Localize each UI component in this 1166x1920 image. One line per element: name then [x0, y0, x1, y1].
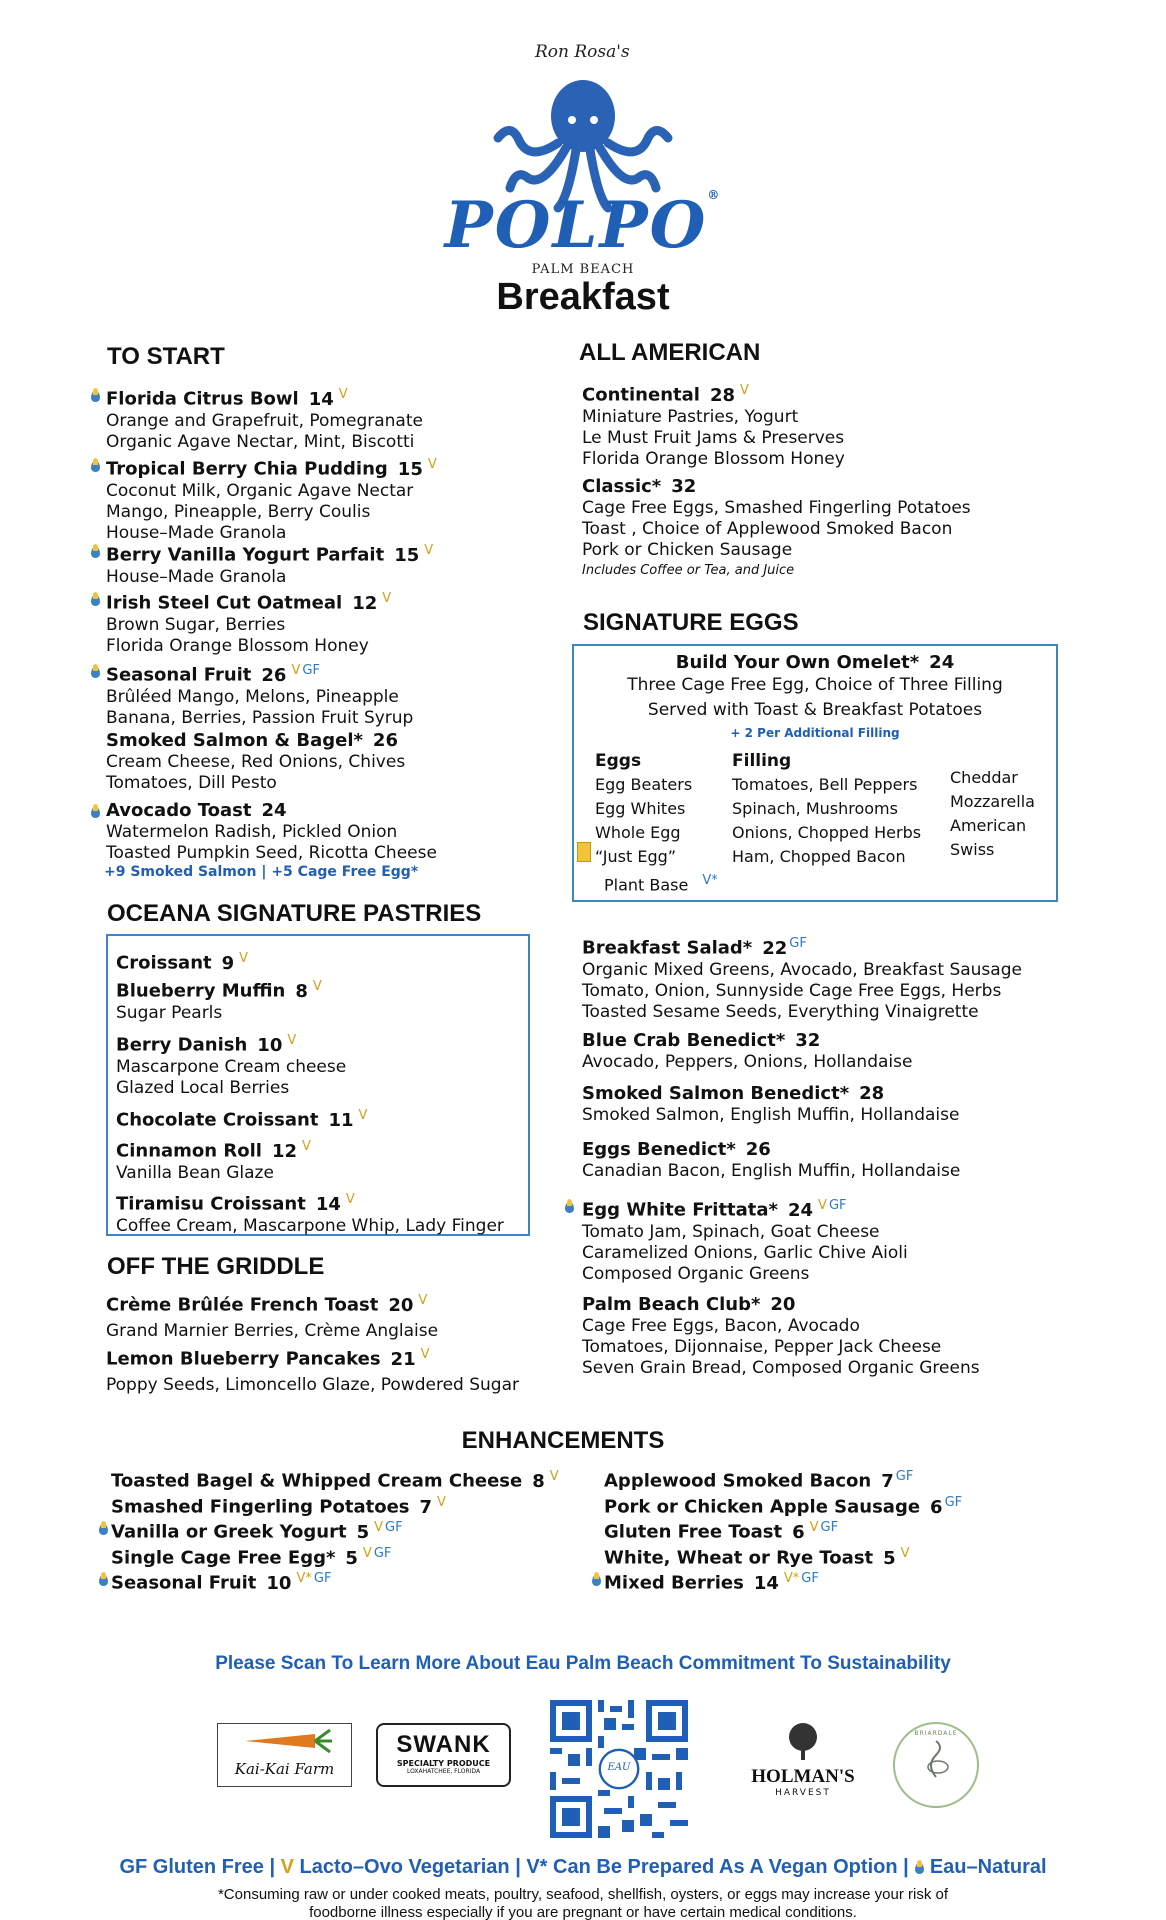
briardale-logo [893, 1722, 979, 1808]
includes-note: Includes Coffee or Tea, and Juice [582, 563, 795, 578]
item-description: Florida Orange Blossom Honey [106, 635, 369, 656]
item-title-line [582, 1139, 960, 1161]
signature-egg-item [582, 1195, 908, 1285]
legend-vegan-text: Can Be Prepared As A Vegan Option [553, 1856, 898, 1878]
cheese-option: Swiss [950, 840, 995, 859]
kai-kai-text: Kai-Kai Farm [234, 1760, 335, 1778]
item-price: 10 [257, 1034, 283, 1056]
eau-natural-drop-icon [90, 458, 100, 473]
item-description: Tomato, Onion, Sunnyside Cage Free Eggs, Herbs [582, 980, 1002, 1001]
item-price: 14 [308, 388, 334, 410]
item-description: Glazed Local Berries [116, 1077, 290, 1098]
legend-vegan-key: V* [526, 1856, 548, 1878]
item-name: Blueberry Muffin [116, 980, 286, 1002]
item-price: 26 [745, 1139, 771, 1160]
item-title-line [106, 384, 423, 411]
pastry-item [116, 976, 322, 1024]
griddle-item [106, 1344, 519, 1396]
enhancement-price: 7 [419, 1496, 433, 1518]
eau-natural-drop-icon [90, 592, 100, 607]
gluten-free-tag: GF [944, 1495, 963, 1510]
eau-natural-drop-icon [914, 1860, 924, 1875]
filling-option: Ham, Chopped Bacon [732, 847, 906, 866]
vegetarian-tag: V [818, 1198, 827, 1213]
to-start-item [106, 730, 405, 794]
item-description: Banana, Berries, Passion Fruit Syrup [106, 707, 414, 728]
header [0, 40, 1166, 320]
item-description: Orange and Grapefruit, Pomegranate [106, 410, 423, 431]
cheese-option: American [950, 816, 1027, 835]
filling-option: Onions, Chopped Herbs [732, 823, 922, 842]
item-price: 9 [221, 952, 235, 974]
item-price: 21 [390, 1348, 416, 1370]
vegetarian-tag: V [427, 457, 437, 472]
enhancement-item [111, 1466, 559, 1493]
item-description: Toasted Sesame Seeds, Everything Vinaigrette [582, 1001, 979, 1022]
legend-v-text: Lacto–Ovo Vegetarian [299, 1856, 510, 1878]
item-name: Tropical Berry Chia Pudding [106, 458, 388, 480]
enhancement-item [604, 1492, 962, 1519]
to-start-item [106, 540, 433, 588]
signature-egg-item [582, 1030, 912, 1073]
item-description: Organic Mixed Greens, Avocado, Breakfast Sausage [582, 959, 1022, 980]
to-start-addon-note: +9 Smoked Salmon | +5 Cage Free Egg* [104, 864, 419, 880]
gluten-free-tag: GF [801, 1571, 819, 1586]
gluten-free-tag: GF [313, 1571, 332, 1586]
enhancement-price: 5 [345, 1547, 358, 1569]
omelet-line1: Three Cage Free Egg, Choice of Three Filling [627, 675, 1003, 695]
omelet-price: 24 [929, 652, 955, 673]
gluten-free-tag: GF [385, 1520, 403, 1535]
item-title-line [106, 660, 413, 687]
enhancement-price: 10 [266, 1572, 292, 1594]
vegetarian-tag: V [338, 387, 348, 402]
gluten-free-tag: GF [820, 1520, 839, 1535]
omelet-cheese-col [950, 766, 1035, 862]
all-american-item [582, 380, 845, 470]
kai-kai-farm-logo [217, 1723, 352, 1787]
item-price: 15 [394, 544, 420, 566]
ron-rosas-script: Ron Rosa's [535, 42, 630, 62]
item-name: Cinnamon Roll [116, 1140, 262, 1162]
item-description: Coconut Milk, Organic Agave Nectar [106, 480, 414, 501]
to-start-heading: TO START [107, 343, 225, 370]
enhancement-name: Applewood Smoked Bacon [604, 1470, 872, 1492]
enhancement-price: 6 [792, 1521, 805, 1543]
enhancement-item [111, 1492, 446, 1519]
enhancement-name: Single Cage Free Egg* [111, 1547, 336, 1569]
item-description: Smoked Salmon, English Muffin, Hollandaise [582, 1105, 960, 1125]
enhancement-item [604, 1568, 819, 1595]
item-price: 11 [328, 1109, 354, 1131]
item-name: Lemon Blueberry Pancakes [106, 1348, 381, 1370]
item-title-line [582, 1195, 908, 1222]
egg-option: Whole Egg [595, 823, 681, 842]
sustainability-qr-code[interactable] [550, 1700, 688, 1838]
enhancement-item [111, 1517, 403, 1544]
sustainability-scan-text: Please Scan To Learn More About Eau Palm Beach Commitment To Sustainability [215, 1653, 951, 1674]
vegetarian-tag: V [302, 1139, 311, 1154]
item-title-line [106, 1344, 519, 1371]
item-description: Seven Grain Bread, Composed Organic Greens [582, 1358, 980, 1378]
eau-natural-drop-icon [90, 804, 100, 819]
vegetarian-tag: V [291, 663, 301, 678]
to-start-item [106, 800, 437, 864]
item-description: Mascarpone Cream cheese [116, 1056, 347, 1077]
item-title-line [582, 476, 971, 498]
item-price: 32 [795, 1030, 821, 1051]
vegetarian-tag: V [374, 1520, 384, 1535]
item-name: Seasonal Fruit [106, 664, 252, 686]
item-price: 24 [261, 800, 287, 821]
holmans-sub-text: HARVEST [775, 1788, 831, 1798]
signature-egg-item [582, 933, 1022, 1023]
signature-egg-item [582, 1139, 960, 1182]
pastry-item [116, 948, 248, 975]
briardale-text: BRIARDALE [914, 1730, 958, 1737]
item-description: Toast , Choice of Applewood Smoked Bacon [582, 519, 953, 539]
item-price: 28 [709, 384, 735, 406]
item-title-line [582, 933, 1022, 960]
vegetarian-tag: V [312, 979, 322, 994]
eggs-label: Eggs [595, 751, 642, 771]
item-description: Cage Free Eggs, Bacon, Avocado [582, 1316, 860, 1336]
item-description: Coffee Cream, Mascarpone Whip, Lady Finger [116, 1215, 504, 1236]
omelet-extra-note: + 2 Per Additional Filling [730, 726, 900, 740]
swank-location-text: LOXAHATCHEE, FLORIDA [406, 1768, 481, 1775]
eau-natural-drop-icon [90, 388, 100, 403]
legend-v-key: V [280, 1856, 294, 1878]
registered-mark: ® [707, 188, 722, 202]
location-label: PALM BEACH [531, 262, 635, 277]
egg-option [595, 869, 718, 897]
item-name: Breakfast Salad* [582, 937, 753, 959]
crane-icon [916, 1737, 956, 1785]
eau-natural-drop-icon [98, 1521, 108, 1536]
enhancement-price: 8 [532, 1470, 545, 1492]
enhancement-item [111, 1568, 331, 1595]
item-name: Crème Brûlée French Toast [106, 1294, 379, 1316]
item-name: Florida Citrus Bowl [106, 388, 299, 410]
item-name: Berry Vanilla Yogurt Parfait [106, 544, 385, 566]
item-name: Palm Beach Club* [582, 1294, 761, 1315]
item-title-line [582, 1294, 980, 1316]
vegetarian-tag: V [437, 1495, 446, 1510]
enhancement-price: 7 [881, 1470, 894, 1492]
brand-name-text: POLPO [444, 188, 708, 263]
vegetarian-tag: V [809, 1520, 819, 1535]
item-description: Brown Sugar, Berries [106, 614, 286, 635]
item-name: Eggs Benedict* [582, 1139, 736, 1160]
gluten-free-tag: GF [828, 1198, 847, 1213]
item-title-line [106, 730, 405, 752]
item-description: Tomatoes, Dill Pesto [106, 773, 277, 793]
vegetarian-tag: V [900, 1546, 910, 1561]
enhancement-name: White, Wheat or Rye Toast [604, 1547, 874, 1569]
carrot-icon [235, 1726, 335, 1756]
legend: GF Gluten Free | V Lacto–Ovo Vegetarian | V* Can Be Prepared As A Vegan Option | Eau–Natural [119, 1856, 1047, 1878]
filling-option: Spinach, Mushrooms [732, 799, 898, 818]
item-description: Vanilla Bean Glaze [116, 1162, 274, 1183]
item-name: Berry Danish [116, 1034, 248, 1056]
item-title-line [116, 1136, 311, 1163]
to-start-item [106, 454, 437, 544]
item-title-line [582, 380, 845, 407]
gluten-free-tag: GF [895, 1469, 914, 1484]
eau-natural-drop-icon [564, 1199, 574, 1214]
item-description: Canadian Bacon, English Muffin, Hollandaise [582, 1161, 961, 1181]
swank-logo [376, 1723, 511, 1787]
egg-option: Egg Beaters [595, 775, 693, 794]
item-name: Chocolate Croissant [116, 1109, 319, 1131]
pastry-item [116, 1105, 367, 1132]
item-description: Tomato Jam, Spinach, Goat Cheese [582, 1221, 880, 1242]
eau-natural-drop-icon [90, 664, 100, 679]
gluten-free-tag: GF [789, 936, 807, 951]
vegan-tag: V* [702, 873, 718, 888]
item-name: Smoked Salmon Benedict* [582, 1083, 850, 1104]
item-description: Composed Organic Greens [582, 1263, 810, 1284]
item-description: Toasted Pumpkin Seed, Ricotta Cheese [106, 843, 437, 863]
disclaimer-line1: *Consuming raw or under cooked meats, poultry, seafood, shellfish, oysters, or eggs may increase your risk of [217, 1886, 949, 1903]
vegetarian-tag: V [362, 1546, 372, 1561]
legend-gf-key: GF [119, 1856, 148, 1878]
qr-monogram: EAU [607, 1762, 631, 1773]
vegetarian-tag: V* [296, 1571, 312, 1586]
enhancement-name: Seasonal Fruit [111, 1572, 257, 1594]
omelet-name: Build Your Own Omelet* [675, 652, 920, 673]
item-price: 20 [388, 1294, 414, 1316]
eau-natural-drop-icon [90, 544, 100, 559]
egg-option: Egg Whites [595, 799, 686, 818]
filling-option: Tomatoes, Bell Peppers [732, 775, 918, 794]
just-egg-marker-icon [577, 842, 591, 862]
item-description: Florida Orange Blossom Honey [582, 448, 845, 469]
item-title-line [116, 1189, 504, 1216]
swank-text: SWANK [396, 1731, 491, 1758]
item-description: Le Must Fruit Jams & Preserves [582, 427, 845, 448]
egg-option: “Just Egg” [595, 847, 677, 866]
enhancement-name: Gluten Free Toast [604, 1521, 783, 1543]
item-title-line [106, 588, 391, 615]
egg-option-text: Plant Base [604, 875, 689, 895]
item-description: Brûléed Mango, Melons, Pineapple [106, 686, 399, 707]
griddle-item [106, 1290, 438, 1342]
enhancement-price: 5 [356, 1521, 370, 1543]
item-price: 26 [261, 664, 287, 686]
pastry-item [116, 1189, 504, 1237]
item-price: 22 [762, 937, 788, 959]
item-description: Miniature Pastries, Yogurt [582, 406, 799, 427]
griddle-heading: OFF THE GRIDDLE [107, 1253, 325, 1280]
item-name: Blue Crab Benedict* [582, 1030, 786, 1051]
item-description: Mango, Pineapple, Berry Coulis [106, 501, 371, 522]
legend-gf-text: Gluten Free [152, 1856, 264, 1878]
page-title: Breakfast [496, 276, 670, 318]
holmans-text: HOLMAN'S [751, 1766, 855, 1787]
enhancements-heading: ENHANCEMENTS [461, 1427, 665, 1454]
signature-eggs-heading: SIGNATURE EGGS [583, 609, 799, 636]
item-description: Pork or Chicken Sausage [582, 540, 793, 560]
to-start-item [106, 384, 423, 453]
pastry-item [116, 1030, 346, 1099]
tree-icon [773, 1722, 833, 1762]
item-price: 24 [787, 1199, 814, 1221]
item-title-line [116, 948, 248, 975]
item-description: House–Made Granola [106, 566, 287, 587]
holmans-harvest-logo [733, 1722, 873, 1802]
enhancement-name: Mixed Berries [604, 1572, 744, 1594]
vegetarian-tag: V [358, 1108, 368, 1123]
enhancement-price: 6 [930, 1496, 943, 1518]
omelet-eggs-col [595, 749, 718, 897]
item-name: Egg White Frittata* [582, 1199, 778, 1221]
item-title-line [106, 454, 437, 481]
gluten-free-tag: GF [373, 1546, 392, 1561]
item-price: 32 [671, 476, 697, 497]
item-price: 15 [397, 458, 423, 480]
gluten-free-tag: GF [302, 663, 320, 678]
enhancement-item [604, 1466, 913, 1493]
item-description: Cream Cheese, Red Onions, Chives [106, 752, 406, 772]
item-description: Watermelon Radish, Pickled Onion [106, 822, 398, 842]
item-price: 12 [271, 1140, 297, 1162]
vegetarian-tag: V [382, 591, 392, 606]
item-name: Smoked Salmon & Bagel* [106, 730, 363, 751]
item-title-line [116, 1030, 346, 1057]
vegetarian-tag: V* [783, 1571, 800, 1586]
item-price: 12 [352, 592, 378, 614]
enhancement-name: Smashed Fingerling Potatoes [111, 1496, 410, 1518]
enhancement-name: Pork or Chicken Apple Sausage [604, 1496, 921, 1518]
item-price: 28 [859, 1083, 885, 1104]
cheese-option: Cheddar [950, 768, 1018, 787]
vegetarian-tag: V [424, 543, 434, 558]
vegetarian-tag: V [549, 1469, 559, 1484]
item-description: Tomatoes, Dijonnaise, Pepper Jack Cheese [582, 1337, 942, 1357]
enhancement-item [111, 1543, 391, 1570]
signature-egg-item [582, 1083, 959, 1126]
vegetarian-tag: V [287, 1033, 297, 1048]
omelet-fillings-col [732, 749, 921, 869]
item-name: Classic* [582, 476, 662, 497]
item-description: House–Made Granola [106, 522, 287, 543]
item-description: Grand Marnier Berries, Crème Anglaise [106, 1320, 439, 1341]
item-price: 26 [372, 730, 398, 751]
item-title-line [106, 540, 433, 567]
enhancement-item [604, 1517, 838, 1544]
item-name: Tiramisu Croissant [116, 1193, 306, 1215]
item-title-line [106, 800, 437, 822]
eau-natural-drop-icon [98, 1572, 108, 1587]
vegetarian-tag: V [740, 383, 749, 398]
swank-sub-text: SPECIALTY PRODUCE [396, 1759, 491, 1768]
item-name: Continental [582, 384, 700, 406]
to-start-item [106, 588, 391, 657]
item-title-line [116, 1105, 367, 1132]
item-name: Irish Steel Cut Oatmeal [106, 592, 343, 614]
vegetarian-tag: V [418, 1293, 428, 1308]
omelet-line2: Served with Toast & Breakfast Potatoes [647, 700, 983, 720]
item-description: Cage Free Eggs, Smashed Fingerling Potatoes [582, 498, 971, 518]
vegetarian-tag: V [420, 1347, 430, 1362]
pastry-item [116, 1136, 311, 1184]
item-description: Sugar Pearls [116, 1002, 223, 1023]
legend-eau-text: Eau–Natural [929, 1856, 1047, 1878]
to-start-item [106, 660, 413, 729]
item-price: 8 [295, 980, 308, 1002]
brand-name [0, 188, 1166, 263]
filling-label: Filling [732, 751, 792, 771]
enhancement-name: Vanilla or Greek Yogurt [111, 1521, 347, 1543]
enhancement-item [604, 1543, 910, 1570]
item-title-line [582, 1030, 912, 1052]
vegetarian-tag: V [239, 951, 249, 966]
item-title-line [116, 976, 322, 1003]
item-price: 20 [770, 1294, 796, 1315]
enhancement-name: Toasted Bagel & Whipped Cream Cheese [111, 1470, 523, 1492]
item-name: Avocado Toast [106, 800, 252, 821]
all-american-heading: ALL AMERICAN [579, 339, 761, 366]
item-name: Croissant [116, 952, 212, 974]
eau-natural-drop-icon [591, 1572, 601, 1587]
item-description: Poppy Seeds, Limoncello Glaze, Powdered Sugar [106, 1374, 519, 1395]
vegetarian-tag: V [345, 1192, 355, 1207]
item-price: 14 [315, 1193, 341, 1215]
signature-egg-item [582, 1294, 980, 1379]
all-american-item [582, 476, 971, 561]
cheese-option: Mozzarella [950, 792, 1035, 811]
pastries-heading: OCEANA SIGNATURE PASTRIES [107, 900, 482, 927]
item-description: Organic Agave Nectar, Mint, Biscotti [106, 431, 415, 452]
item-title-line [106, 1290, 438, 1317]
omelet-header [574, 652, 1056, 743]
disclaimer-line2: foodborne illness especially if you are pregnant or have certain medical conditions. [309, 1904, 857, 1920]
item-title-line [582, 1083, 959, 1105]
enhancement-price: 14 [753, 1572, 779, 1594]
item-description: Caramelized Onions, Garlic Chive Aioli [582, 1242, 908, 1263]
item-description: Avocado, Peppers, Onions, Hollandaise [582, 1052, 913, 1072]
enhancement-price: 5 [883, 1547, 896, 1569]
